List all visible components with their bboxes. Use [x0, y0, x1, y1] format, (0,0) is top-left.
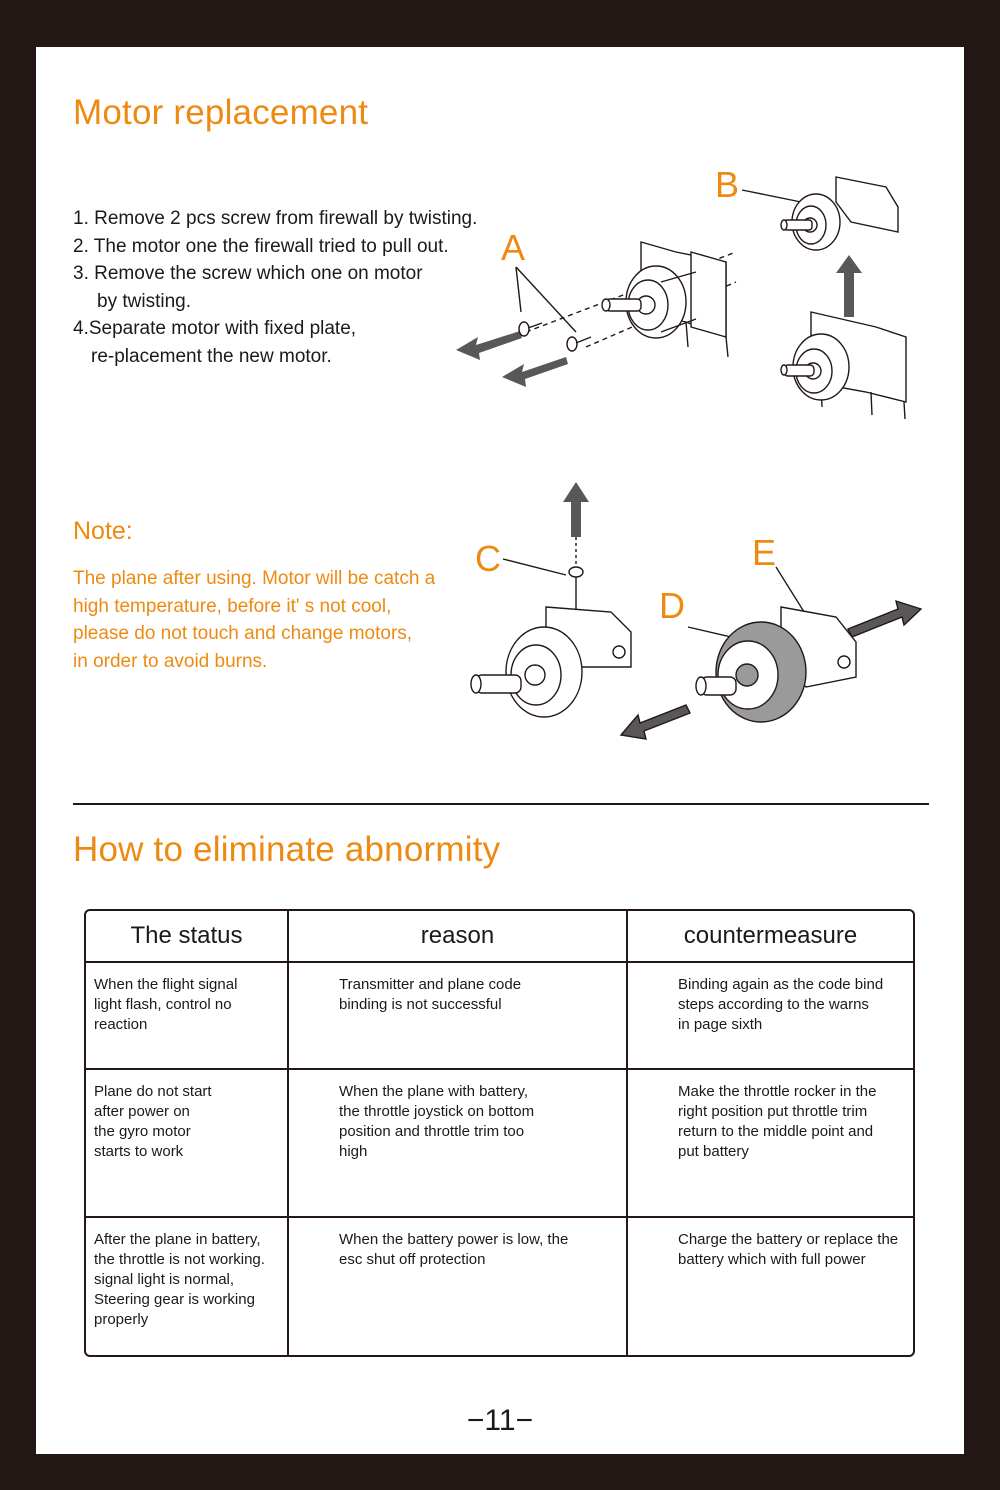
table-row: [86, 1069, 913, 1217]
step-3: 3. Remove the screw which one on motor: [73, 263, 423, 284]
section-divider: [73, 803, 929, 805]
table-row: [86, 962, 913, 1069]
reason-cell: When the battery power is low, the esc shut off protection: [288, 1217, 627, 1355]
firewall-removal-diagram: [36, 47, 964, 807]
header-status: The status: [86, 911, 288, 962]
header-countermeasure: countermeasure: [627, 911, 913, 962]
note-line: in order to avoid burns.: [73, 650, 268, 672]
step-2: 2. The motor one the firewall tried to pull out.: [73, 235, 449, 257]
note-line: please do not touch and change motors,: [73, 623, 413, 644]
step-4: 4.Separate motor with fixed plate,: [73, 318, 357, 339]
header-reason: reason: [288, 911, 627, 962]
note-text: [73, 565, 493, 675]
note-line: high temperature, before it' s not cool,: [73, 595, 392, 617]
page-number: −11−: [466, 1404, 534, 1437]
label-e: E: [752, 532, 777, 573]
label-d: D: [659, 585, 685, 626]
reason-cell: When the plane with battery, the throttle joystick on bottom position and throttle trim too high: [288, 1069, 627, 1217]
note-line: The plane after using. Motor will be catch a: [73, 568, 436, 589]
label-a: A: [501, 227, 526, 268]
step-4-cont: re-placement the new motor.: [91, 345, 332, 367]
status-cell: When the flight signal light flash, control no reaction: [86, 962, 288, 1069]
troubleshooting-table: [84, 909, 915, 1357]
status-cell: After the plane in battery, the throttle is not working. signal light is normal, Steering gear is working properly: [86, 1217, 288, 1355]
table-row: [86, 1217, 913, 1355]
motor-replacement-title: Motor replacement: [73, 93, 369, 132]
countermeasure-cell: Binding again as the code bind steps according to the warns in page sixth: [627, 962, 913, 1069]
step-3-cont: by twisting.: [97, 290, 191, 312]
reason-cell: Transmitter and plane code binding is not successful: [288, 962, 627, 1069]
countermeasure-cell: Make the throttle rocker in the right position put throttle trim return to the middle point and put battery: [627, 1069, 913, 1217]
label-c: C: [475, 538, 501, 579]
table-header-row: [86, 911, 913, 962]
abnormity-title: How to eliminate abnormity: [73, 830, 501, 869]
step-1: 1. Remove 2 pcs screw from firewall by twisting.: [73, 208, 478, 229]
countermeasure-cell: Charge the battery or replace the battery which with full power: [627, 1217, 913, 1355]
manual-page: [36, 47, 964, 1454]
note-title: Note:: [73, 517, 133, 545]
status-cell: Plane do not start after power on the gyro motor starts to work: [86, 1069, 288, 1217]
label-b: B: [715, 164, 740, 205]
